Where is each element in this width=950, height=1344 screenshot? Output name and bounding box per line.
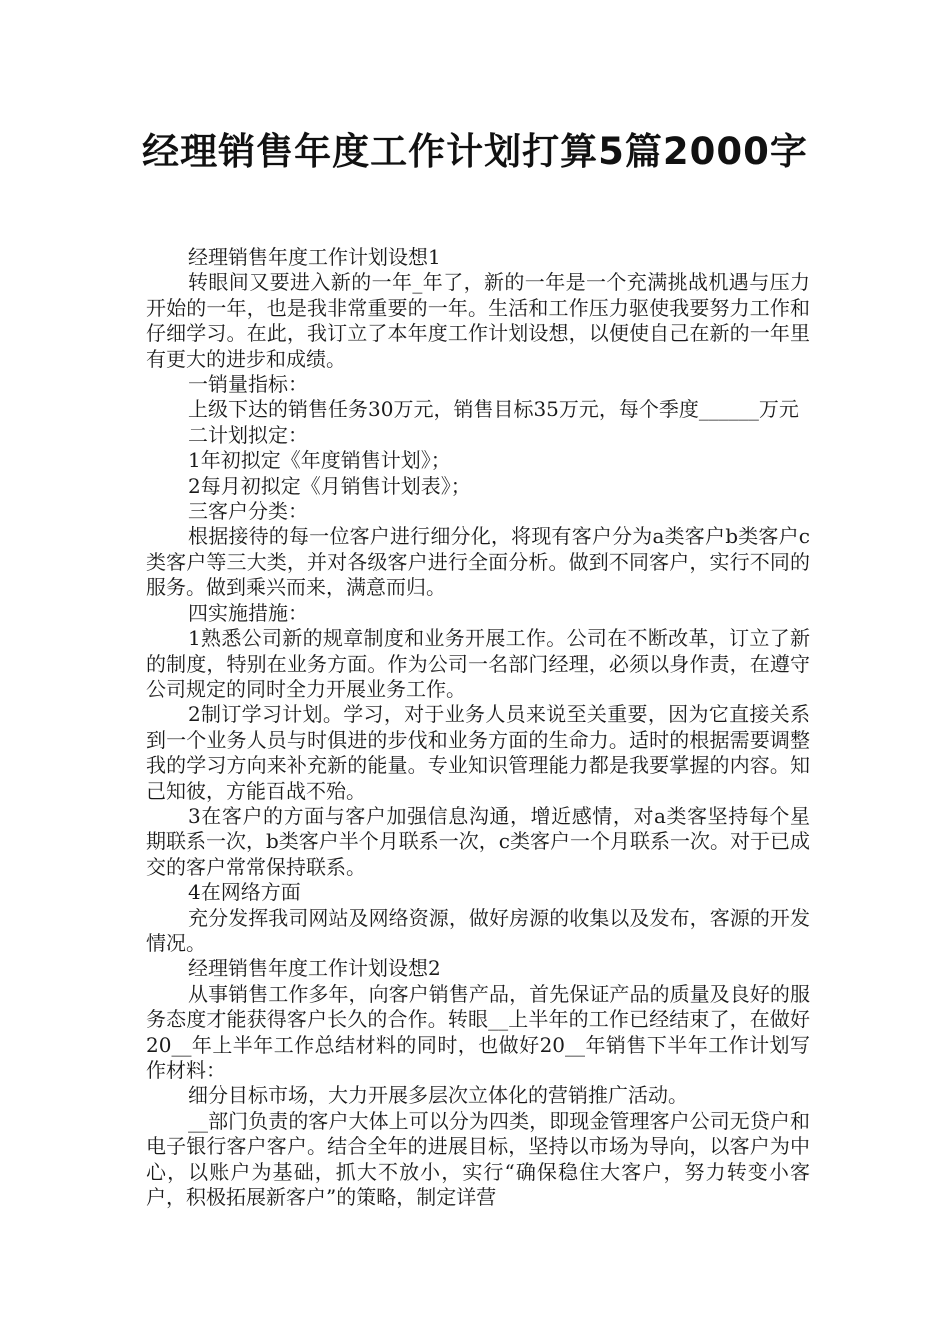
paragraph: 充分发挥我司网站及网络资源，做好房源的收集以及发布，客源的开发情况。 <box>146 905 810 955</box>
paragraph: 四实施措施： <box>188 600 308 625</box>
paragraph: 转眼间又要进入新的一年_年了，新的一年是一个充满挑战机遇与压力开始的一年，也是我非常重要的一年。生活和工作压力驱使我要努力工作和仔细学习。在此，我订立了本年度工作计划设想，以便使自己在新的一年里有更大的进步和成绩。 <box>146 270 810 371</box>
paragraph: __部门负责的客户大体上可以分为四类，即现金管理客户公司无贷户和电子银行客户客户。结合全年的进展目标，坚持以市场为导向，以客户为中心，以账户为基础，抓大不放小，实行“确保稳住大客户，努力转变小客户，积极拓展新客户”的策略，制定详营 <box>146 1108 810 1210</box>
paragraph: 从事销售工作多年，向客户销售产品，首先保证产品的质量及良好的服务态度才能获得客户长久的合作。转眼__上半年的工作已经结束了，在做好20__年上半年工作总结材料的同时，也做好20__年销售下半年工作计划写作材料： <box>146 981 810 1082</box>
paragraph: 三客户分类： <box>188 499 308 524</box>
paragraph: 经理销售年度工作计划设想2 <box>188 956 441 981</box>
paragraph: 上级下达的销售任务30万元，销售目标35万元，每个季度______万元 <box>188 397 799 422</box>
paragraph: 2每月初拟定《月销售计划表》； <box>188 473 471 498</box>
document-title: 经理销售年度工作计划打算5篇2000字 <box>142 130 808 173</box>
document-body <box>146 245 810 1210</box>
paragraph: 根据接待的每一位客户进行细分化，将现有客户分为a类客户b类客户c类客户等三大类，并对各级客户进行全面分析。做到不同客户，实行不同的服务。做到乘兴而来，满意而归。 <box>146 524 810 600</box>
paragraph: 细分目标市场，大力开展多层次立体化的营销推广活动。 <box>188 1083 688 1108</box>
paragraph: 一销量指标： <box>188 372 308 397</box>
paragraph: 1熟悉公司新的规章制度和业务开展工作。公司在不断改革，订立了新的制度，特别在业务方面。作为公司一名部门经理，必须以身作责，在遵守公司规定的同时全力开展业务工作。 <box>146 626 810 701</box>
paragraph: 3在客户的方面与客户加强信息沟通，增近感情，对a类客坚持每个星期联系一次，b类客户半个月联系一次，c类客户一个月联系一次。对于已成交的客户常常保持联系。 <box>146 803 811 879</box>
paragraph: 经理销售年度工作计划设想1 <box>188 245 441 269</box>
paragraph: 2制订学习计划。学习，对于业务人员来说至关重要，因为它直接关系到一个业务人员与时俱进的步伐和业务方面的生命力。适时的根据需要调整我的学习方向来补充新的能量。专业知识管理能力都是我要掌握的内容。知己知彼，方能百战不殆。 <box>146 702 810 803</box>
paragraph: 二计划拟定： <box>188 422 308 447</box>
paragraph: 1年初拟定《年度销售计划》； <box>188 448 451 473</box>
paragraph: 4在网络方面 <box>188 880 301 905</box>
